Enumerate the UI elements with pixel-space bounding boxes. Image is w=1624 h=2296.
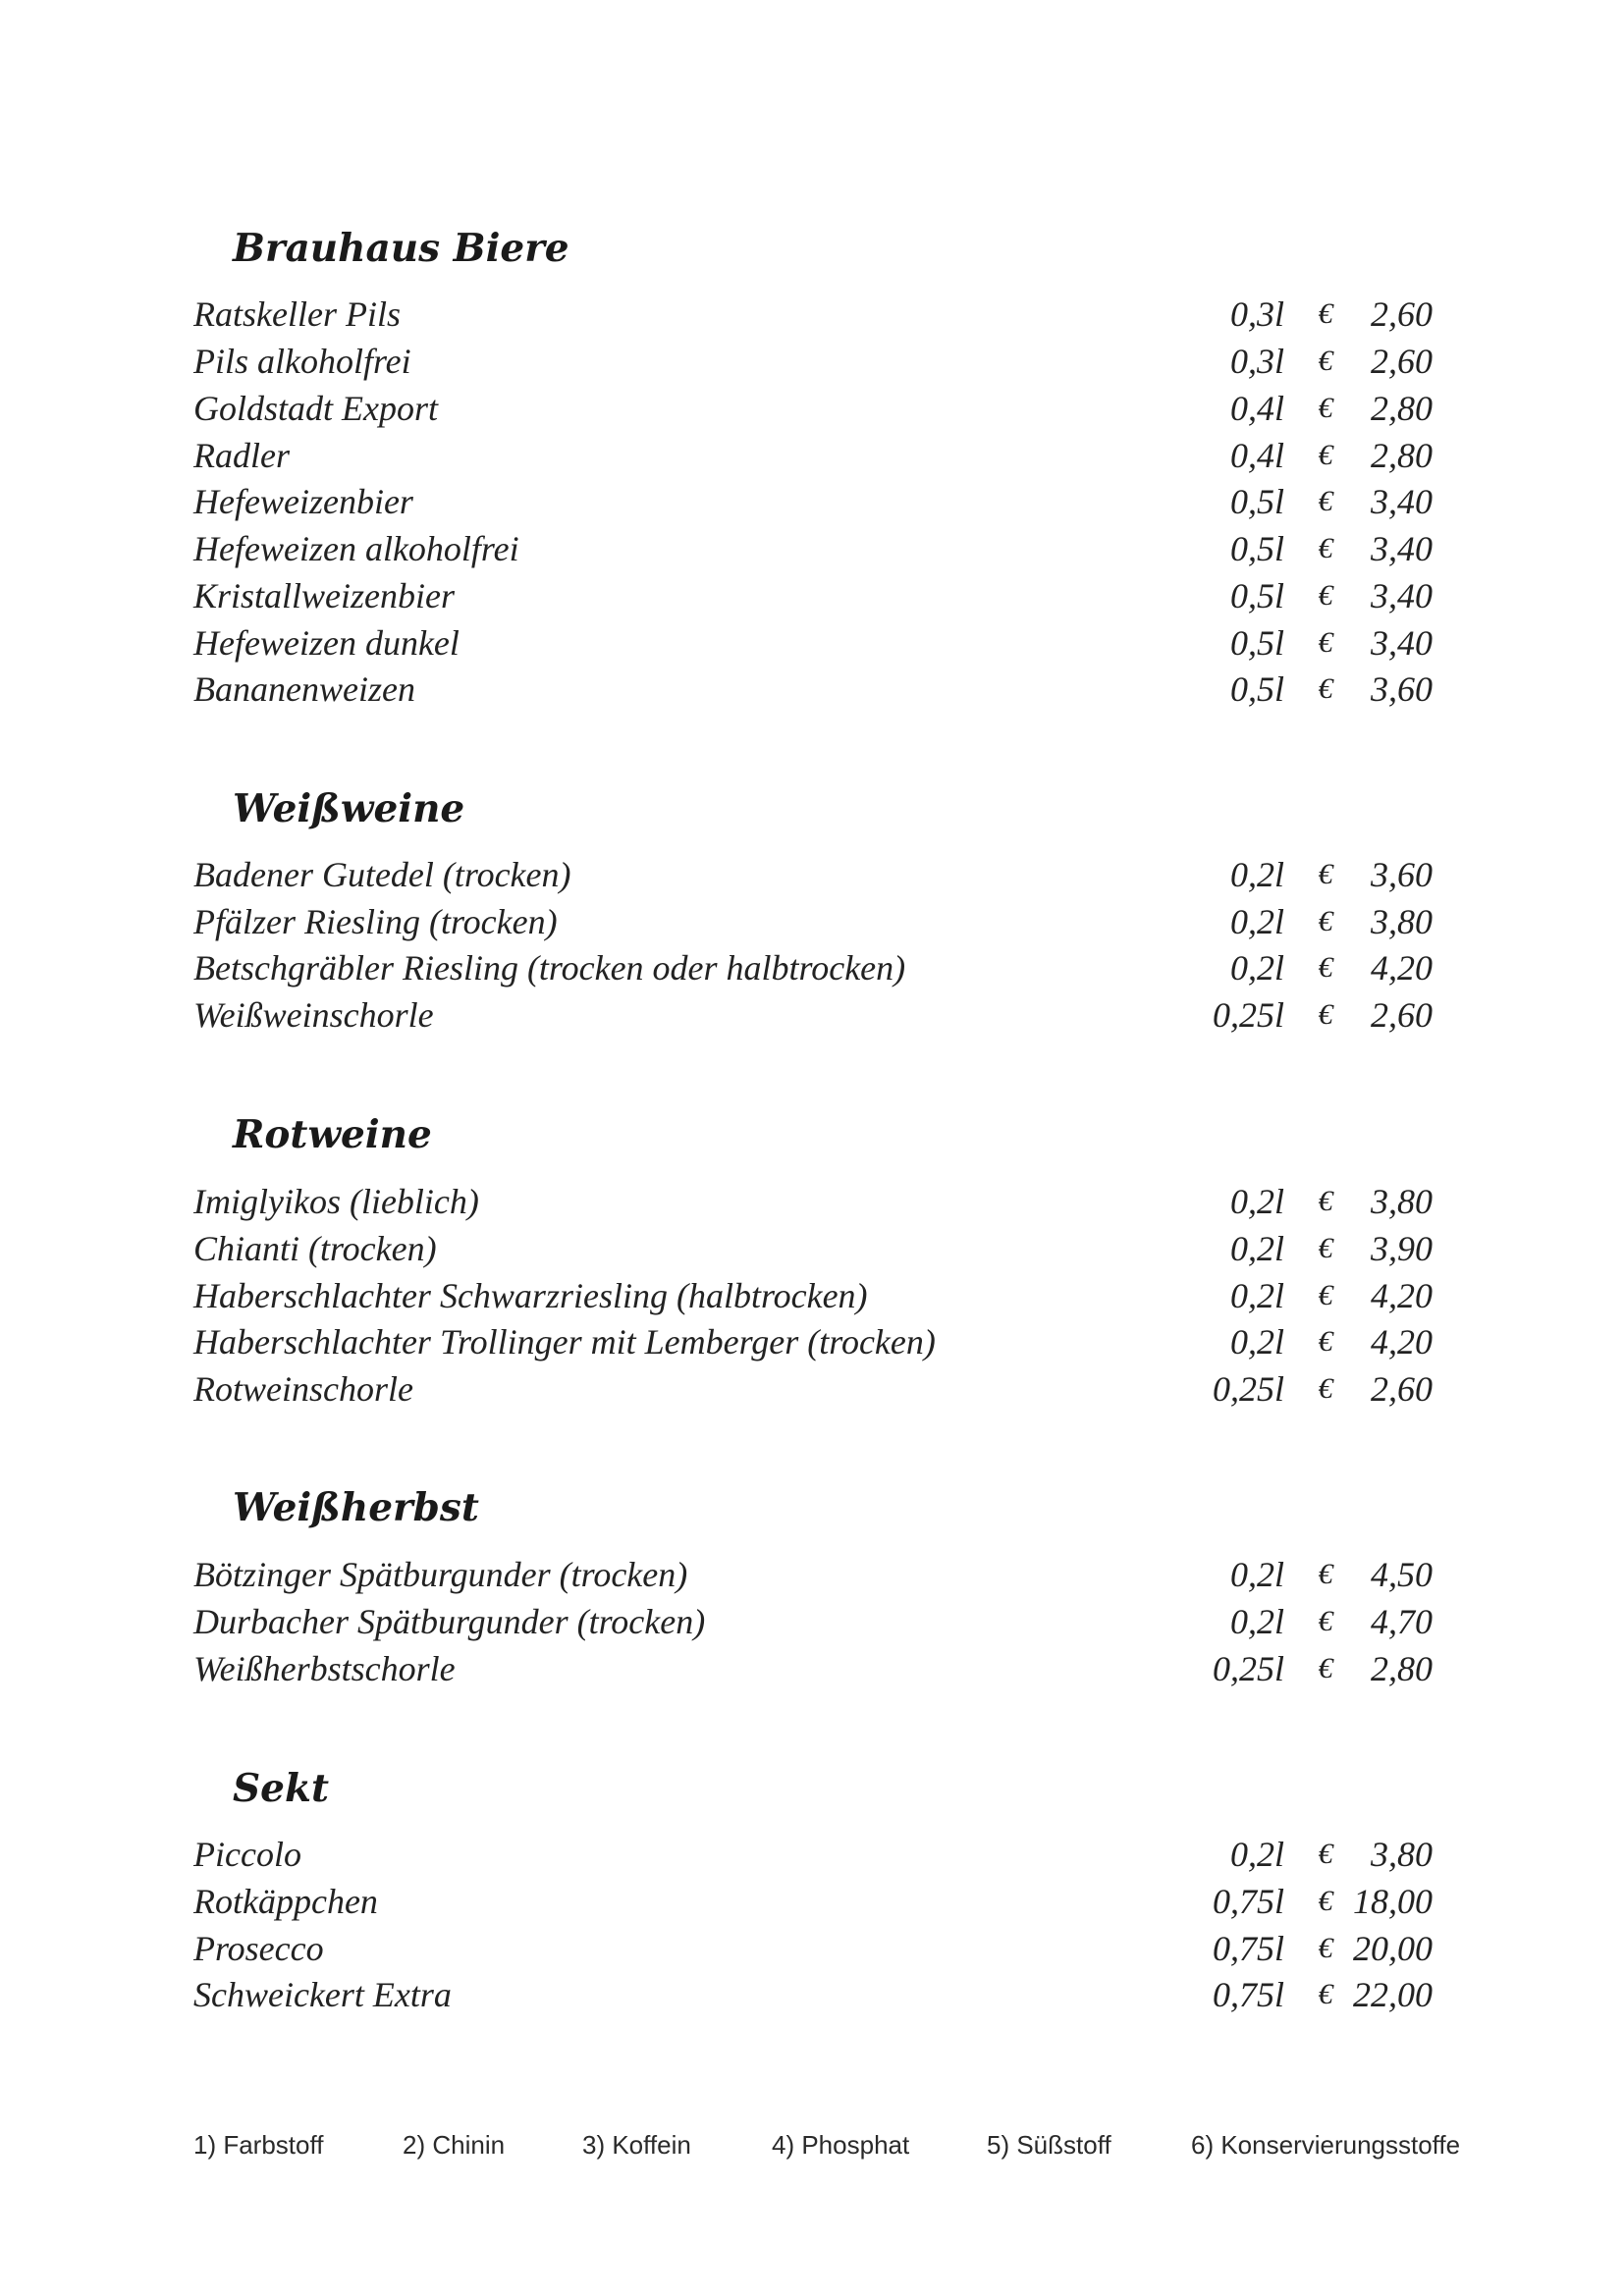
currency-symbol: €: [1318, 1558, 1333, 1590]
menu-item: [193, 851, 1433, 898]
footnote-6: 6) Konservierungsstoffe: [1191, 2130, 1461, 2160]
item-price: 2,80: [1371, 1649, 1433, 1688]
item-price: 4,20: [1371, 1276, 1433, 1315]
menu-item: [193, 1551, 1433, 1598]
item-name: Goldstadt Export: [193, 389, 438, 428]
currency-symbol: €: [1318, 1605, 1333, 1637]
item-price: 3,40: [1371, 529, 1433, 568]
item-name: Haberschlachter Trollinger mit Lemberger (trocken): [193, 1322, 936, 1362]
item-volume: 0,5l: [1229, 669, 1284, 709]
item-price: 3,40: [1371, 576, 1433, 615]
item-volume: 0,2l: [1229, 1835, 1284, 1874]
menu-item: [193, 619, 1433, 667]
item-price: 2,60: [1371, 995, 1433, 1035]
currency-symbol: €: [1318, 1978, 1333, 2010]
currency-symbol: €: [1318, 672, 1333, 705]
item-volume: 0,4l: [1229, 436, 1284, 475]
allergen-footnotes: [193, 2130, 1461, 2169]
currency-symbol: €: [1318, 626, 1333, 659]
item-volume: 0,75l: [1212, 1882, 1284, 1921]
item-price: 18,00: [1353, 1882, 1433, 1921]
menu-item: [193, 1178, 1433, 1225]
menu-item: [193, 385, 1433, 432]
section-title: Weißherbst: [233, 1485, 479, 1530]
currency-symbol: €: [1318, 858, 1333, 890]
item-name: Hefeweizen alkoholfrei: [193, 529, 519, 568]
item-volume: 0,2l: [1229, 1229, 1284, 1268]
item-name: Hefeweizenbier: [193, 482, 413, 521]
menu-item: [193, 898, 1433, 945]
menu-item: [193, 432, 1433, 479]
menu-item: [193, 1365, 1433, 1413]
menu-item: [193, 1925, 1433, 1972]
item-volume: 0,2l: [1229, 1555, 1284, 1594]
item-price: 4,50: [1371, 1555, 1433, 1594]
item-price: 2,80: [1371, 436, 1433, 475]
item-price: 3,80: [1371, 1835, 1433, 1874]
item-name: Bananenweizen: [193, 669, 415, 709]
item-volume: 0,25l: [1212, 1649, 1284, 1688]
menu-item: [193, 1831, 1433, 1878]
item-volume: 0,25l: [1212, 1369, 1284, 1409]
item-price: 2,60: [1371, 1369, 1433, 1409]
item-price: 4,20: [1371, 948, 1433, 988]
menu-item: [193, 666, 1433, 713]
menu-item: [193, 338, 1433, 385]
currency-symbol: €: [1318, 1232, 1333, 1264]
item-price: 4,70: [1371, 1602, 1433, 1641]
menu-item: [193, 1971, 1433, 2018]
item-name: Pils alkoholfrei: [193, 342, 411, 381]
item-name: Chianti (trocken): [193, 1229, 437, 1268]
item-price: 2,80: [1371, 389, 1433, 428]
item-name: Betschgräbler Riesling (trocken oder halbtrocken): [193, 948, 906, 988]
item-price: 20,00: [1353, 1929, 1433, 1968]
menu-item: [193, 291, 1433, 338]
item-name: Durbacher Spätburgunder (trocken): [193, 1602, 706, 1641]
item-volume: 0,3l: [1229, 342, 1284, 381]
section-title: Brauhaus Biere: [233, 226, 569, 271]
item-volume: 0,25l: [1212, 995, 1284, 1035]
currency-symbol: €: [1318, 439, 1333, 471]
item-name: Schweickert Extra: [193, 1975, 452, 2014]
currency-symbol: €: [1318, 532, 1333, 564]
section-title: Rotweine: [233, 1112, 432, 1157]
currency-symbol: €: [1318, 1325, 1333, 1358]
item-volume: 0,5l: [1229, 576, 1284, 615]
menu-item: [193, 1272, 1433, 1319]
currency-symbol: €: [1318, 297, 1333, 330]
item-name: Rotkäppchen: [193, 1882, 378, 1921]
currency-symbol: €: [1318, 905, 1333, 937]
footnote-3: 3) Koffein: [582, 2130, 691, 2160]
menu-item: [193, 572, 1433, 619]
menu-item: [193, 478, 1433, 525]
menu-item: [193, 525, 1433, 572]
item-name: Kristallweizenbier: [193, 576, 456, 615]
item-name: Radler: [193, 436, 290, 475]
currency-symbol: €: [1318, 392, 1333, 424]
currency-symbol: €: [1318, 1652, 1333, 1684]
item-volume: 0,5l: [1229, 623, 1284, 663]
currency-symbol: €: [1318, 1185, 1333, 1217]
item-volume: 0,2l: [1229, 1602, 1284, 1641]
item-volume: 0,2l: [1229, 948, 1284, 988]
item-volume: 0,2l: [1229, 902, 1284, 941]
item-name: Badener Gutedel (trocken): [193, 855, 571, 894]
item-price: 3,40: [1371, 482, 1433, 521]
section-title: Sekt: [233, 1766, 330, 1811]
menu-item: [193, 1318, 1433, 1365]
item-volume: 0,5l: [1229, 529, 1284, 568]
footnote-2: 2) Chinin: [403, 2130, 506, 2160]
currency-symbol: €: [1318, 1372, 1333, 1405]
section-title: Weißweine: [233, 786, 465, 831]
currency-symbol: €: [1318, 1838, 1333, 1870]
currency-symbol: €: [1318, 1885, 1333, 1917]
item-volume: 0,75l: [1212, 1975, 1284, 2014]
menu-item: [193, 1878, 1433, 1925]
currency-symbol: €: [1318, 579, 1333, 612]
item-volume: 0,2l: [1229, 855, 1284, 894]
footnote-5: 5) Süßstoff: [987, 2130, 1111, 2160]
currency-symbol: €: [1318, 1279, 1333, 1311]
item-price: 3,60: [1371, 855, 1433, 894]
item-volume: 0,3l: [1229, 294, 1284, 334]
item-name: Piccolo: [193, 1835, 301, 1874]
currency-symbol: €: [1318, 1932, 1333, 1964]
item-name: Bötzinger Spätburgunder (trocken): [193, 1555, 688, 1594]
item-price: 3,40: [1371, 623, 1433, 663]
item-volume: 0,2l: [1229, 1276, 1284, 1315]
item-price: 22,00: [1353, 1975, 1433, 2014]
item-price: 2,60: [1371, 342, 1433, 381]
item-price: 3,80: [1371, 902, 1433, 941]
item-price: 4,20: [1371, 1322, 1433, 1362]
item-price: 2,60: [1371, 294, 1433, 334]
item-name: Prosecco: [193, 1929, 324, 1968]
footnote-4: 4) Phosphat: [772, 2130, 910, 2160]
item-price: 3,60: [1371, 669, 1433, 709]
currency-symbol: €: [1318, 998, 1333, 1031]
menu-item: [193, 1598, 1433, 1645]
footnote-1: 1) Farbstoff: [193, 2130, 324, 2160]
item-name: Weißweinschorle: [193, 995, 434, 1035]
item-price: 3,90: [1371, 1229, 1433, 1268]
item-name: Imiglyikos (lieblich): [193, 1182, 479, 1221]
currency-symbol: €: [1318, 951, 1333, 984]
menu-item: [193, 1225, 1433, 1272]
item-volume: 0,4l: [1229, 389, 1284, 428]
item-price: 3,80: [1371, 1182, 1433, 1221]
currency-symbol: €: [1318, 485, 1333, 517]
menu-item: [193, 944, 1433, 991]
item-volume: 0,2l: [1229, 1322, 1284, 1362]
item-volume: 0,5l: [1229, 482, 1284, 521]
item-volume: 0,2l: [1229, 1182, 1284, 1221]
item-name: Ratskeller Pils: [193, 294, 401, 334]
item-name: Hefeweizen dunkel: [193, 623, 460, 663]
menu-item: [193, 1645, 1433, 1692]
item-volume: 0,75l: [1212, 1929, 1284, 1968]
item-name: Pfälzer Riesling (trocken): [193, 902, 558, 941]
item-name: Haberschlachter Schwarzriesling (halbtrocken): [193, 1276, 868, 1315]
item-name: Rotweinschorle: [193, 1369, 413, 1409]
currency-symbol: €: [1318, 345, 1333, 377]
item-name: Weißherbstschorle: [193, 1649, 456, 1688]
menu-item: [193, 991, 1433, 1039]
